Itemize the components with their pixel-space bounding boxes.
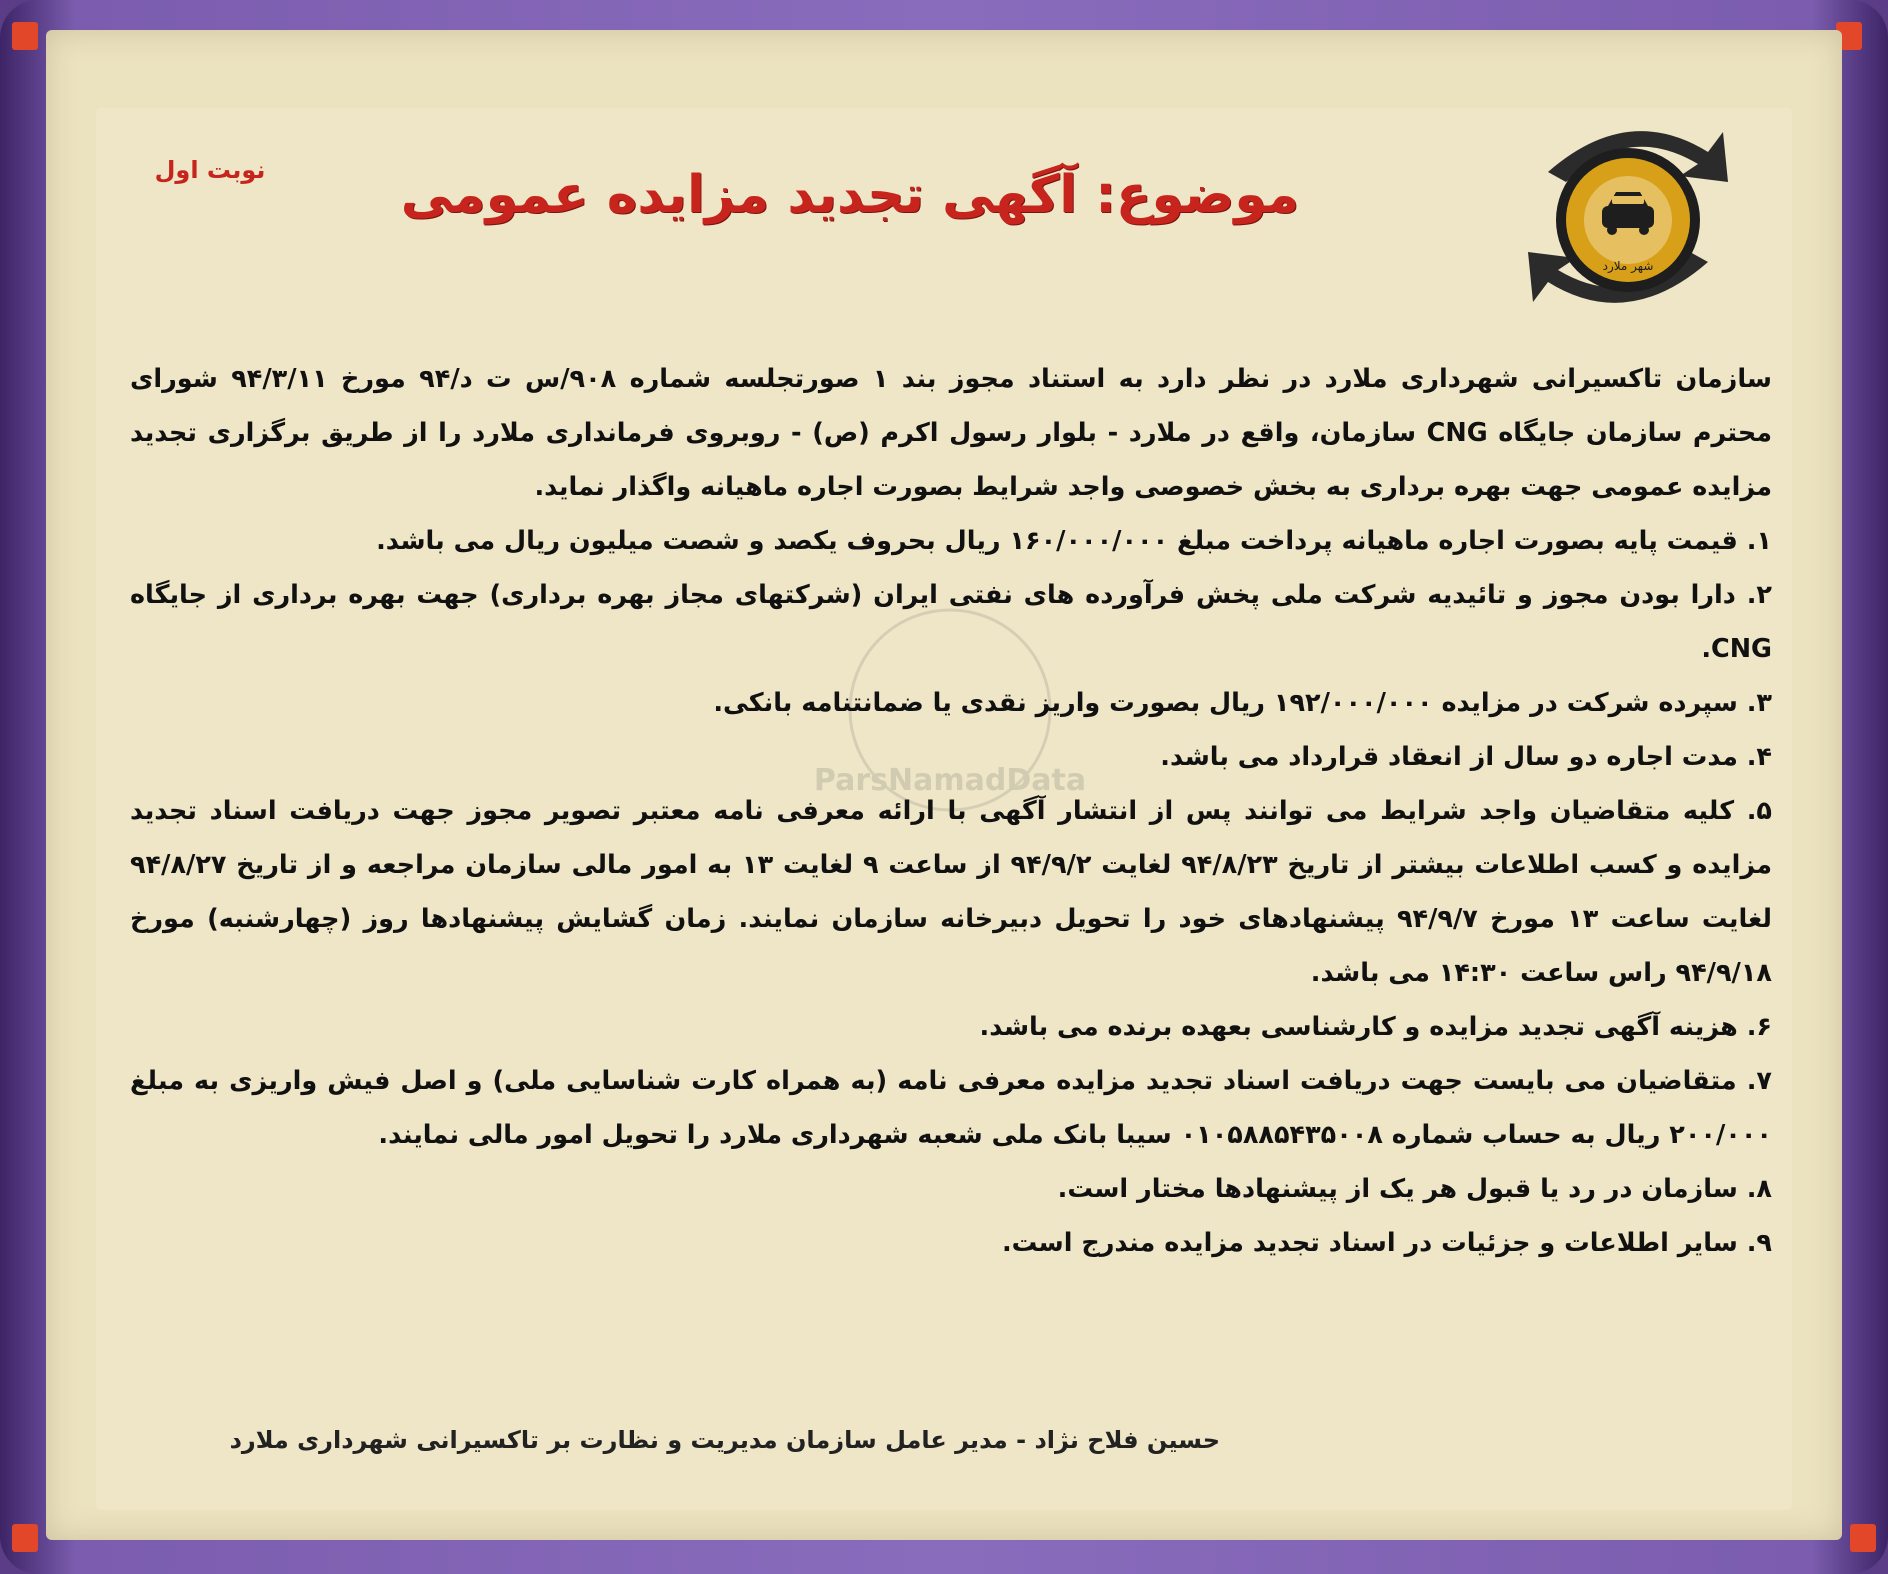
condition-item-6: ۶. هزینه آگهی تجدید مزایده و کارشناسی بعهده برنده می باشد. <box>979 1012 1772 1042</box>
notice-title: موضوع: آگهی تجدید مزایده عمومی <box>400 165 1300 225</box>
condition-item-4: ۴. مدت اجاره دو سال از انعقاد قرارداد می باشد. <box>1160 742 1772 772</box>
condition-item-7: ۷. متقاضیان می بایست جهت دریافت اسناد تجدید مزایده معرفی نامه (به همراه کارت شناسایی ملی) و اصل فیش واریزی به مبلغ ۲۰۰/۰۰۰ ریال به حساب شماره ۰۱۰۵۸۸۵۴۳۵۰۰۸ سیبا بانک ملی شعبه شهرداری ملارد را تحویل امور مالی نمایند. <box>130 1066 1772 1150</box>
car-emblem-icon <box>1508 112 1748 322</box>
condition-item-1: ۱. قیمت پایه بصورت اجاره ماهیانه پرداخت مبلغ ۱۶۰/۰۰۰/۰۰۰ ریال بحروف یکصد و شصت میلیون ریال می باشد. <box>376 526 1772 556</box>
corner-mark-bottom-right <box>1850 1524 1876 1552</box>
notice-body <box>130 352 1772 1270</box>
signature-line: حسین فلاح نژاد - مدیر عامل سازمان مدیریت و نظارت بر تاکسیرانی شهرداری ملارد <box>229 1426 1220 1454</box>
intro-paragraph: سازمان تاکسیرانی شهرداری ملارد در نظر دارد به استناد مجوز بند ۱ صورتجلسه شماره ۹۰۸/س ت د/۹۴ مورخ ۹۴/۳/۱۱ شورای محترم سازمان جایگاه CNG سازمان، واقع در ملارد - بلوار رسول اکرم (ص) - روبروی فرمانداری ملارد را از طریق برگزاری تجدید مزایده عمومی جهت بهره برداری به بخش خصوصی واجد شرایط بصورت اجاره ماهیانه واگذار نماید. <box>130 364 1773 502</box>
corner-mark-bottom-left <box>12 1524 38 1552</box>
condition-item-5: ۵. کلیه متقاضیان واجد شرایط می توانند پس از انتشار آگهی با ارائه معرفی نامه معتبر تصویر مجوز جهت دریافت اسناد تجدید مزایده و کسب اطلاعات بیشتر از تاریخ ۹۴/۸/۲۳ لغایت ۹۴/۹/۲ از ساعت ۹ لغایت ۱۳ به امور مالی سازمان مراجعه و از تاریخ ۹۴/۸/۲۷ لغایت ساعت ۱۳ مورخ ۹۴/۹/۷ پیشنهادهای خود را تحویل دبیرخانه سازمان نمایند. زمان گشایش پیشنهادها روز (چهارشنبه) مورخ ۹۴/۹/۱۸ راس ساعت ۱۴:۳۰ می باشد. <box>130 796 1773 988</box>
condition-item-8: ۸. سازمان در رد یا قبول هر یک از پیشنهادها مختار است. <box>1057 1174 1772 1204</box>
publication-turn-label: نوبت اول <box>154 156 266 184</box>
logo-caption: شهر ملارد <box>1602 259 1654 273</box>
condition-item-2: ۲. دارا بودن مجوز و تائیدیه شرکت ملی پخش فرآورده های نفتی ایران (شرکتهای مجاز بهره برداری) جهت بهره برداری از جایگاه CNG. <box>130 580 1772 664</box>
condition-item-3: ۳. سپرده شرکت در مزایده ۱۹۲/۰۰۰/۰۰۰ ریال بصورت واریز نقدی یا ضمانتنامه بانکی. <box>713 688 1772 718</box>
corner-mark-top-left <box>12 22 38 50</box>
condition-item-9: ۹. سایر اطلاعات و جزئیات در اسناد تجدید مزایده مندرج است. <box>1001 1228 1772 1258</box>
